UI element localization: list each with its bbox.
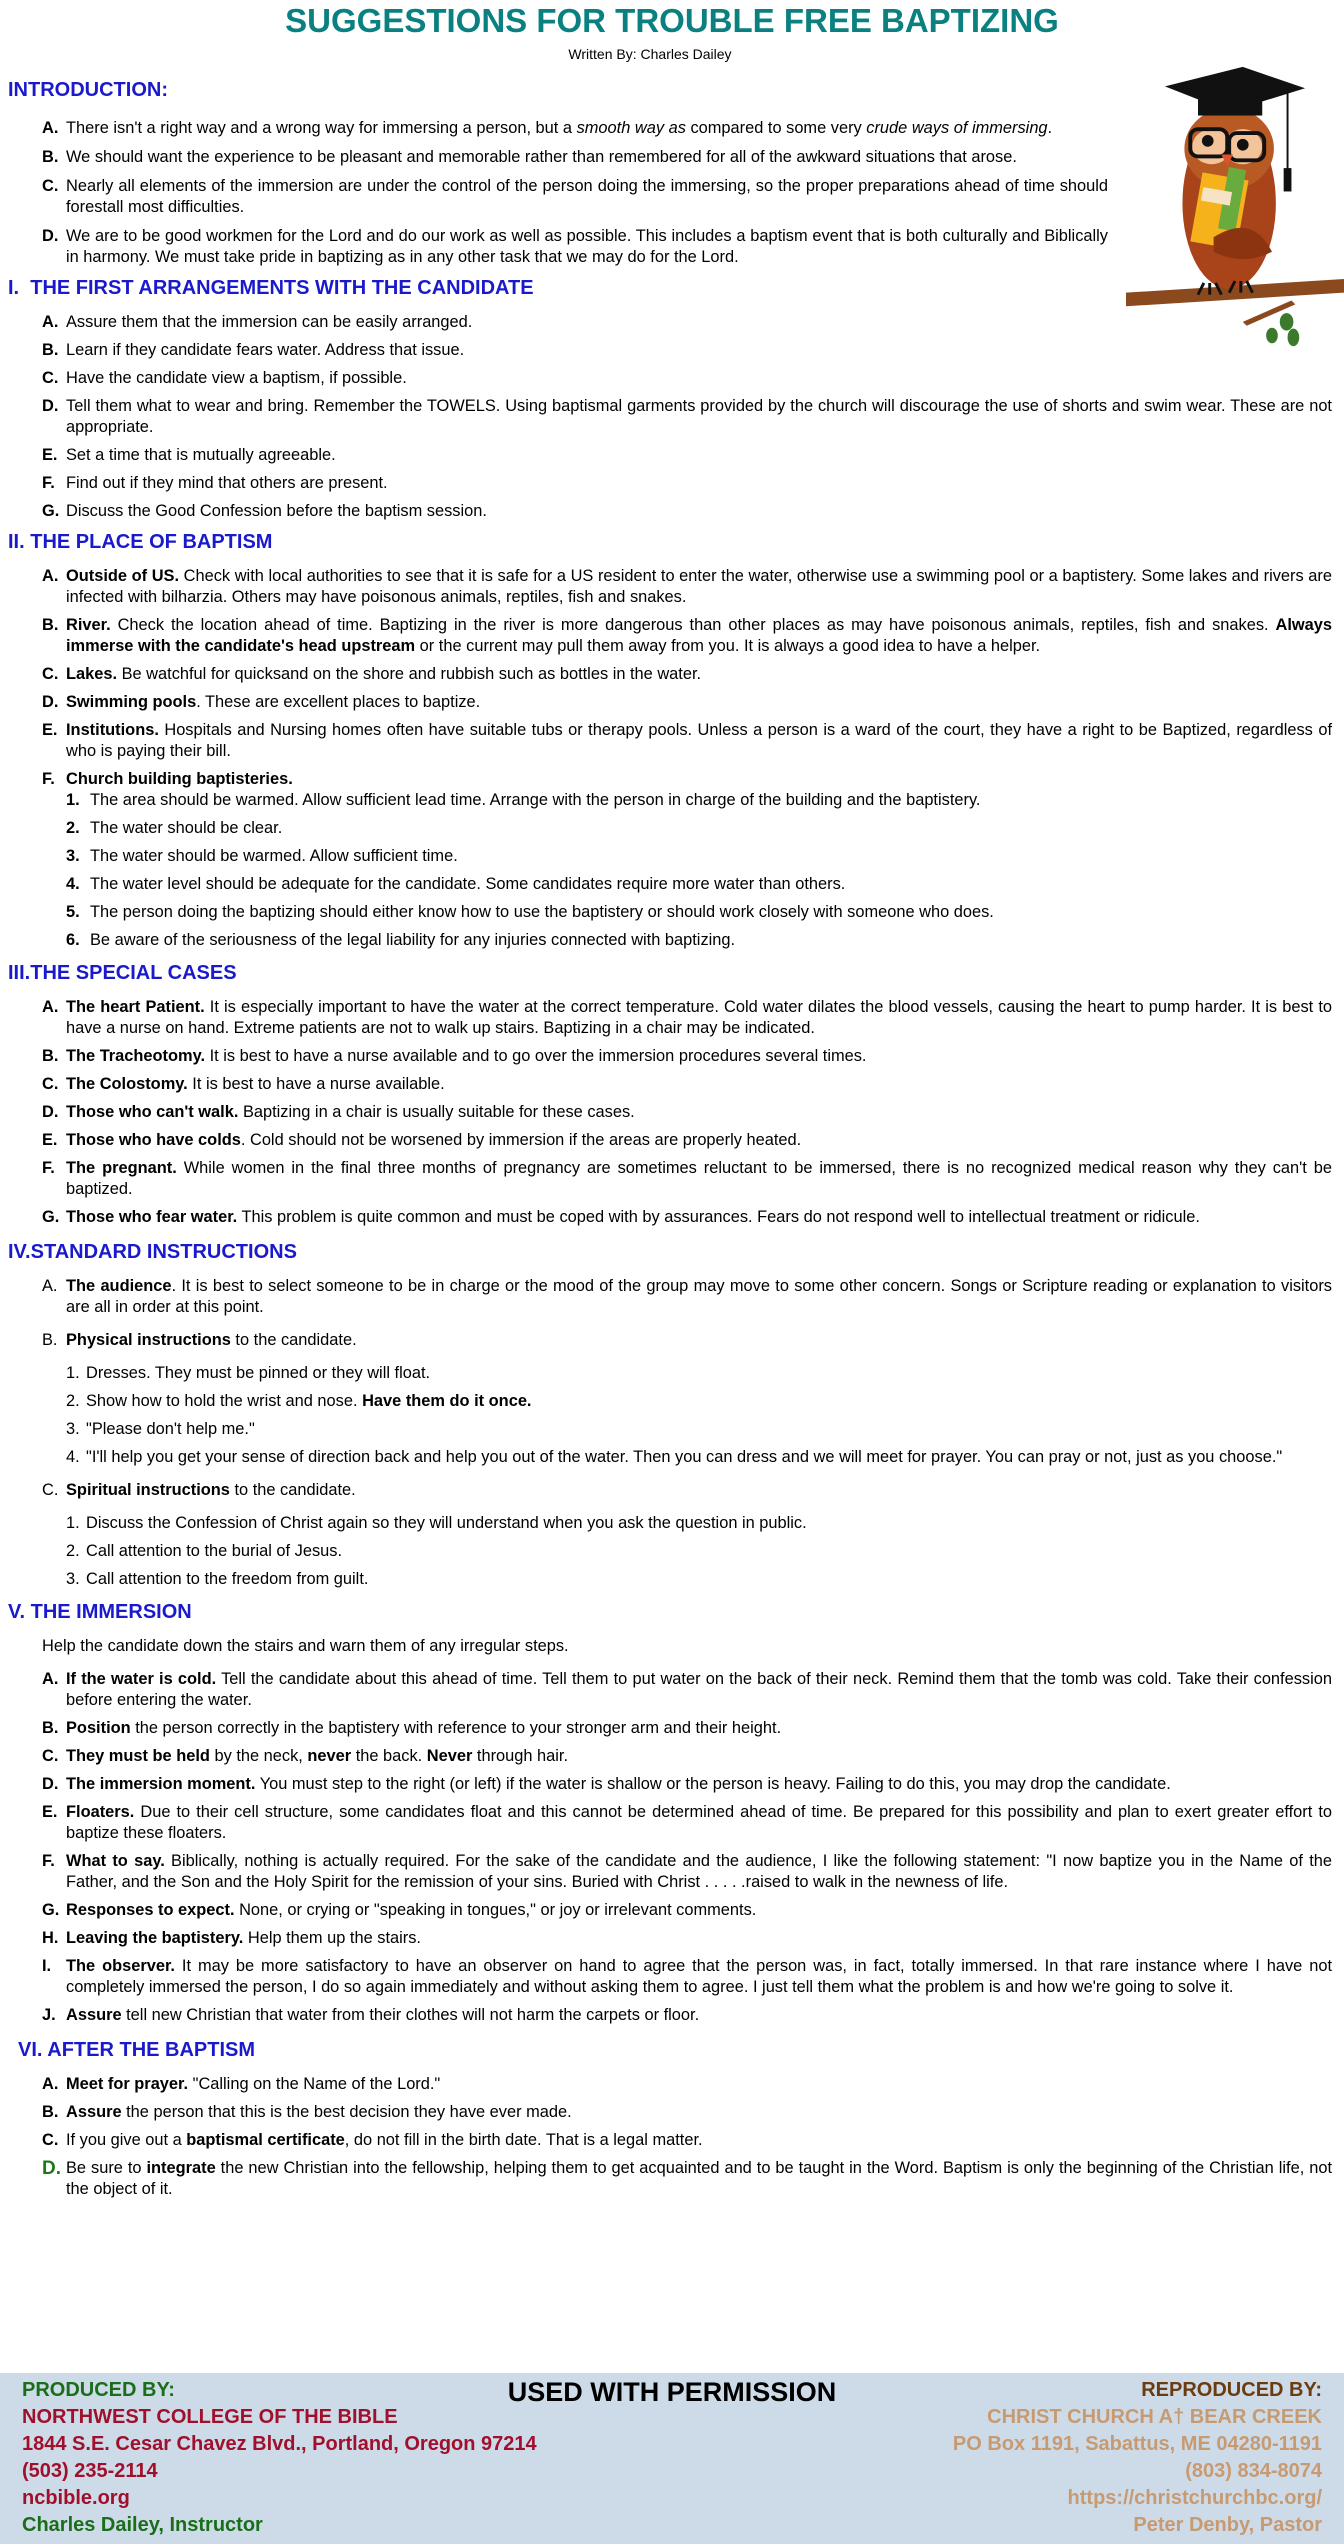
list-item xyxy=(42,176,1108,218)
item-text: Check the location ahead of time. Baptizing in the river is more dangerous than other places as may have poisonous animals, reptiles, fish and snakes. xyxy=(110,616,1276,634)
item-text: If you give out a xyxy=(66,2131,187,2149)
item-label: G. xyxy=(42,1208,60,1226)
item-text: The water should be clear. xyxy=(90,819,283,837)
item-text: The area should be warmed. Allow sufficient lead time. Arrange with the person in charge of the building and the baptistery. xyxy=(90,791,981,809)
list-item xyxy=(42,692,1332,713)
page-title: SUGGESTIONS FOR TROUBLE FREE BAPTIZING xyxy=(285,2,1059,39)
item-label: A. xyxy=(42,2075,59,2093)
item-emphasis: Always immerse with the candidate's head upstream xyxy=(66,616,1332,655)
item-text: tell new Christian that water from their clothes will not harm the carpets or floor. xyxy=(121,2006,700,2024)
item-term: Spiritual instructions xyxy=(66,1481,230,1499)
item-term: Responses to expect. xyxy=(66,1901,235,1919)
item-text: Dresses. They must be pinned or they will float. xyxy=(86,1364,431,1382)
section-3-heading: III.THE SPECIAL CASES xyxy=(8,962,237,984)
list-item xyxy=(42,1900,1332,1921)
item-text: There isn't a right way and a wrong way for immersing a person, but a xyxy=(66,119,577,137)
item-term: The Tracheotomy. xyxy=(66,1047,206,1065)
sub-item xyxy=(66,846,1332,867)
item-label: D. xyxy=(42,1775,59,1793)
item-label: E. xyxy=(42,446,58,464)
item-label: B. xyxy=(42,148,59,166)
item-label: 2. xyxy=(66,1392,80,1410)
item-label: G. xyxy=(42,1901,60,1919)
section-4-heading: IV.STANDARD INSTRUCTIONS xyxy=(8,1241,297,1263)
item-text: Discuss the Good Confession before the baptism session. xyxy=(66,502,487,520)
producer-phone: (503) 235-2114 xyxy=(22,2460,158,2482)
item-text: Set a time that is mutually agreeable. xyxy=(66,446,336,464)
item-label: I. xyxy=(42,1957,52,1975)
item-label: A. xyxy=(42,1277,58,1295)
item-text: Baptizing in a chair is usually suitable for these cases. xyxy=(238,1103,635,1121)
sub-item xyxy=(66,1391,1332,1412)
item-text: It is best to have a nurse available. xyxy=(187,1075,445,1093)
item-term: Swimming pools xyxy=(66,693,197,711)
item-text: It may be more satisfactory to have an observer on hand to agree that the person was, in fact, totally immersed. In that rare instance where I have not completely immersed the person, I do so again immediately and without asking them to agree. I just tell them what the problem is and how we're going to solve it. xyxy=(66,1957,1332,1996)
sub-item xyxy=(66,930,1332,951)
reproduced-by-label: REPRODUCED BY: xyxy=(1141,2379,1322,2401)
item-term: The audience xyxy=(66,1277,172,1295)
item-label: C. xyxy=(42,1075,59,1093)
list-item xyxy=(42,445,1332,466)
reproducer-block xyxy=(953,2377,1322,2539)
item-label: C. xyxy=(42,369,59,387)
list-item xyxy=(42,720,1332,762)
item-label: B. xyxy=(42,1331,58,1349)
item-label: F. xyxy=(42,474,55,492)
byline: Written By: Charles Dailey xyxy=(568,46,732,62)
item-text: Learn if they candidate fears water. Address that issue. xyxy=(66,341,465,359)
list-item xyxy=(42,615,1332,657)
item-text: Tell the candidate about this ahead of time. Tell them to put water on the back of their neck. Remind them that the tomb was cold. Take their confession before entering the water. xyxy=(66,1670,1332,1709)
list-item xyxy=(42,664,1332,685)
item-term: The pregnant. xyxy=(66,1159,177,1177)
item-label: D. xyxy=(42,1103,59,1121)
item-label: A. xyxy=(42,119,59,137)
instructor-name: Charles Dailey, Instructor xyxy=(22,2514,263,2536)
item-label: C. xyxy=(42,2131,59,2149)
list-item xyxy=(42,2158,1332,2200)
intro-heading: INTRODUCTION: xyxy=(8,79,168,101)
item-text: "Calling on the Name of the Lord." xyxy=(188,2075,441,2093)
list-item xyxy=(42,1276,1332,1318)
item-text: Find out if they mind that others are present. xyxy=(66,474,388,492)
item-text: Hospitals and Nursing homes often have suitable tubs or therapy pools. Unless a person is a ward of the court, they have a right to be Baptized, regardless of who is paying their bill. xyxy=(66,721,1332,760)
item-text: Nearly all elements of the immersion are under the control of the person doing the immersing, so the proper preparations ahead of time should forestall most difficulties. xyxy=(66,177,1108,216)
item-label: D. xyxy=(42,693,59,711)
item-label: E. xyxy=(42,1131,58,1149)
list-item xyxy=(42,2074,1332,2095)
permission-note: USED WITH PERMISSION xyxy=(507,2377,837,2407)
item-text: We should want the experience to be pleasant and memorable rather than remembered for all of the awkward situations that arose. xyxy=(66,148,1017,166)
item-label: D. xyxy=(42,227,59,245)
item-label: B. xyxy=(42,341,59,359)
item-label: C. xyxy=(42,1747,59,1765)
item-text: Check with local authorities to see that it is safe for a US resident to enter the water, otherwise use a swimming pool or a baptistery. Some lakes and rivers are infected with bilharzia. Others may have poisonous animals, reptiles, fish and snakes. xyxy=(66,567,1332,606)
item-label: F. xyxy=(42,770,55,788)
item-text: compared to some very xyxy=(685,119,867,137)
item-emphasis: never xyxy=(307,1747,352,1765)
item-text: We are to be good workmen for the Lord and do our work as well as possible. This includes a baptism event that is both culturally and Biblically in harmony. We must take pride in baptizing as in any other task that we may do for the Lord. xyxy=(66,227,1108,266)
item-text: to the candidate. xyxy=(230,1331,357,1349)
item-term: River. xyxy=(66,616,111,634)
list-item xyxy=(42,2130,1332,2151)
item-label: H. xyxy=(42,1929,59,1947)
item-term: Outside of US. xyxy=(66,567,180,585)
item-text: the person that this is the best decision they have ever made. xyxy=(121,2103,572,2121)
sub-item xyxy=(66,902,1332,923)
list-item xyxy=(42,118,1108,139)
church-address: PO Box 1191, Sabattus, ME 04280-1191 xyxy=(952,2433,1322,2455)
item-label: C. xyxy=(42,177,59,195)
item-label: E. xyxy=(42,1803,58,1821)
list-item xyxy=(42,1746,1332,1767)
item-label: C. xyxy=(42,665,59,683)
church-website-link[interactable]: https://christchurchbc.org/ xyxy=(1067,2487,1322,2509)
item-label: F. xyxy=(42,1159,55,1177)
item-text: Call attention to the freedom from guilt. xyxy=(86,1570,369,1588)
baptistery-sublist xyxy=(42,790,1332,951)
list-item xyxy=(42,566,1332,608)
item-term: Assure xyxy=(66,2103,122,2121)
list-item xyxy=(42,1074,1332,1095)
item-text: Be sure to xyxy=(66,2159,147,2177)
item-label: 1. xyxy=(66,1514,80,1532)
item-term: Those who have colds xyxy=(66,1131,241,1149)
list-item xyxy=(42,1480,1332,1501)
list-item xyxy=(42,501,1332,522)
item-text: It is especially important to have the water at the correct temperature. Cold water dilates the blood vessels, causing the heart to pump harder. It is best to have a nurse on hand. Extreme patients are not to walk up stairs. Baptizing in a chair may be indicated. xyxy=(66,998,1333,1037)
intro-list xyxy=(0,118,1108,268)
list-item xyxy=(42,1102,1332,1123)
item-text: . xyxy=(1047,119,1053,137)
item-label: 6. xyxy=(66,931,80,949)
item-label: C. xyxy=(42,1481,59,1499)
section-1-heading: I. THE FIRST ARRANGEMENTS WITH THE CANDIDATE xyxy=(8,277,534,299)
item-term: Church building baptisteries. xyxy=(66,770,293,788)
list-item xyxy=(42,1718,1332,1739)
item-label: B. xyxy=(42,2103,59,2121)
footer xyxy=(0,2373,1344,2544)
item-text: . It is best to select someone to be in charge or the mood of the group may move to some other concern. Songs or Scripture reading or explanation to visitors are all in order at this point. xyxy=(66,1277,1332,1316)
item-label: B. xyxy=(42,1719,59,1737)
item-term: integrate xyxy=(146,2159,216,2177)
item-label: 2. xyxy=(66,1542,80,1560)
sub-item xyxy=(66,1419,1332,1440)
list-item xyxy=(42,2005,1332,2026)
item-term: Leaving the baptistery. xyxy=(66,1929,244,1947)
item-emphasis: smooth way as xyxy=(576,119,686,137)
list-item xyxy=(42,1158,1332,1200)
spiritual-sublist xyxy=(42,1513,1332,1590)
list-item xyxy=(42,368,1332,389)
section-5-heading: V. THE IMMERSION xyxy=(8,1601,192,1623)
item-text: the new Christian into the fellowship, helping them to get acquainted and to be taught in the Word. Baptism is only the beginning of the Christian life, not the object of it. xyxy=(66,2159,1332,2198)
item-text: to the candidate. xyxy=(229,1481,356,1499)
item-label: 3. xyxy=(66,847,80,865)
item-term: The Colostomy. xyxy=(66,1075,188,1093)
item-label: A. xyxy=(42,1670,59,1688)
producer-website-link[interactable]: ncbible.org xyxy=(22,2487,130,2509)
item-label: A. xyxy=(42,313,59,331)
item-text: You must step to the right (or left) if the water is shallow or the person is heavy. Failing to do this, you may drop the candidate. xyxy=(255,1775,1171,1793)
list-item xyxy=(42,1802,1332,1844)
section-2-list xyxy=(0,566,1332,951)
item-term: The immersion moment. xyxy=(66,1775,256,1793)
list-item xyxy=(42,312,1332,333)
item-emphasis: Have them do it once. xyxy=(362,1392,532,1410)
sub-item xyxy=(66,1363,1332,1384)
item-term: baptismal certificate xyxy=(186,2131,345,2149)
list-item xyxy=(42,1928,1332,1949)
list-item xyxy=(42,997,1332,1039)
item-text: The water level should be adequate for the candidate. Some candidates require more water than others. xyxy=(90,875,846,893)
list-item xyxy=(42,473,1332,494)
producer-name: NORTHWEST COLLEGE OF THE BIBLE xyxy=(22,2406,398,2428)
item-text: Call attention to the burial of Jesus. xyxy=(86,1542,343,1560)
item-term: Floaters. xyxy=(66,1803,135,1821)
item-term: The observer. xyxy=(66,1957,175,1975)
item-text: The water should be warmed. Allow sufficient time. xyxy=(90,847,458,865)
item-label: J. xyxy=(42,2006,56,2024)
item-label: 3. xyxy=(66,1570,80,1588)
item-label: E. xyxy=(42,721,58,739)
list-item xyxy=(42,396,1332,438)
list-item xyxy=(42,1851,1332,1893)
list-item xyxy=(42,1956,1332,1998)
item-text: It is best to have a nurse available and to go over the immersion procedures several times. xyxy=(205,1047,867,1065)
church-phone: (803) 834-8074 xyxy=(1185,2460,1322,2482)
item-term: They must be held xyxy=(66,1747,210,1765)
item-term: Meet for prayer. xyxy=(66,2075,189,2093)
sub-item xyxy=(66,1447,1332,1468)
sub-item xyxy=(66,874,1332,895)
item-term: Position xyxy=(66,1719,131,1737)
section-3-list xyxy=(0,997,1332,1228)
item-text: This problem is quite common and must be coped with by assurances. Fears do not respond well to intellectual treatment or ridicule. xyxy=(237,1208,1200,1226)
item-text: Help them up the stairs. xyxy=(243,1929,421,1947)
item-term: Those who fear water. xyxy=(66,1208,238,1226)
list-item xyxy=(42,340,1332,361)
item-term: Lakes. xyxy=(66,665,118,683)
sub-item xyxy=(66,1513,1332,1534)
section-2-heading: II. THE PLACE OF BAPTISM xyxy=(8,531,273,553)
sub-item xyxy=(66,818,1332,839)
section-1-list xyxy=(0,312,1332,522)
item-term: The heart Patient. xyxy=(66,998,205,1016)
item-text: by the neck, xyxy=(209,1747,308,1765)
item-emphasis: crude ways of immersing xyxy=(866,119,1048,137)
item-term: Physical instructions xyxy=(66,1331,231,1349)
producer-block xyxy=(22,2377,537,2539)
item-text: Be watchful for quicksand on the shore and rubbish such as bottles in the water. xyxy=(117,665,702,683)
item-term: Institutions. xyxy=(66,721,159,739)
item-text: . Cold should not be worsened by immersion if the areas are properly heated. xyxy=(240,1131,802,1149)
item-label: A. xyxy=(42,567,59,585)
list-item xyxy=(42,2102,1332,2123)
item-term: What to say. xyxy=(66,1852,165,1870)
item-label: D. xyxy=(42,397,59,415)
item-text: Due to their cell structure, some candidates float and this cannot be determined ahead of time. Be prepared for this possibility and plan to exert greater effort to baptize these floaters. xyxy=(66,1803,1332,1842)
item-term: Assure xyxy=(66,2006,122,2024)
item-label: 5. xyxy=(66,903,80,921)
church-name: CHRIST CHURCH A† BEAR CREEK xyxy=(987,2406,1322,2428)
list-item xyxy=(42,147,1108,168)
list-item xyxy=(42,226,1108,268)
item-text: Discuss the Confession of Christ again so they will understand when you ask the question in public. xyxy=(86,1514,807,1532)
list-item xyxy=(42,1669,1332,1711)
list-item xyxy=(42,1330,1332,1351)
item-text: , do not fill in the birth date. That is a legal matter. xyxy=(344,2131,703,2149)
sub-item xyxy=(66,1541,1332,1562)
item-text: "Please don't help me." xyxy=(86,1420,255,1438)
item-emphasis: Never xyxy=(426,1747,473,1765)
item-label: 3. xyxy=(66,1420,80,1438)
document-body xyxy=(0,72,1344,2200)
item-text: . These are excellent places to baptize. xyxy=(196,693,481,711)
item-text: Tell them what to wear and bring. Remember the TOWELS. Using baptismal garments provided by the church will discourage the use of shorts and swim wear. These are not appropriate. xyxy=(66,397,1332,436)
pastor-name: Peter Denby, Pastor xyxy=(1133,2514,1322,2536)
item-text: Have the candidate view a baptism, if possible. xyxy=(66,369,407,387)
section-6-list xyxy=(0,2074,1332,2200)
item-term: If the water is cold. xyxy=(66,1670,217,1688)
physical-sublist xyxy=(42,1363,1332,1468)
item-label: D. xyxy=(42,2158,61,2179)
item-term: Those who can't walk. xyxy=(66,1103,239,1121)
item-text: the person correctly in the baptistery with reference to your stronger arm and their height. xyxy=(130,1719,782,1737)
item-label: 1. xyxy=(66,1364,80,1382)
item-text: the back. xyxy=(351,1747,427,1765)
list-item xyxy=(42,1130,1332,1151)
item-label: 2. xyxy=(66,819,80,837)
sub-item xyxy=(66,790,1332,811)
item-label: G. xyxy=(42,502,60,520)
item-text: Show how to hold the wrist and nose. xyxy=(86,1392,363,1410)
section-5-list xyxy=(0,1669,1332,2026)
item-text: "I'll help you get your sense of direction back and help you out of the water. Then you can dress and we will meet for prayer. You can pray or not, just as you choose." xyxy=(86,1448,1283,1466)
section-5-intro: Help the candidate down the stairs and warn them of any irregular steps. xyxy=(42,1637,569,1655)
section-4-list xyxy=(0,1276,1332,1590)
item-label: B. xyxy=(42,1047,59,1065)
item-label: F. xyxy=(42,1852,55,1870)
list-item xyxy=(42,1774,1332,1795)
item-text: None, or crying or "speaking in tongues," or joy or irrelevant comments. xyxy=(234,1901,757,1919)
list-item xyxy=(42,1207,1332,1228)
item-label: A. xyxy=(42,998,59,1016)
item-label: 4. xyxy=(66,1448,80,1466)
item-text: Be aware of the seriousness of the legal liability for any injuries connected with baptizing. xyxy=(90,931,736,949)
list-item xyxy=(42,1046,1332,1067)
produced-by-label: PRODUCED BY: xyxy=(22,2379,175,2401)
sub-item xyxy=(66,1569,1332,1590)
item-label: 4. xyxy=(66,875,80,893)
producer-address: 1844 S.E. Cesar Chavez Blvd., Portland, Oregon 97214 xyxy=(22,2433,537,2455)
item-label: 1. xyxy=(66,791,80,809)
item-text: Assure them that the immersion can be easily arranged. xyxy=(66,313,473,331)
list-item xyxy=(42,769,1332,790)
item-text: The person doing the baptizing should either know how to use the baptistery or should work closely with someone who does. xyxy=(90,903,994,921)
item-text: While women in the final three months of pregnancy are sometimes reluctant to be immersed, there is no recognized medical reason why they can't be baptized. xyxy=(66,1159,1332,1198)
item-text: through hair. xyxy=(472,1747,569,1765)
item-text: Biblically, nothing is actually required. For the sake of the candidate and the audience, I like the following statement: "I now baptize you in the Name of the Father, and the Son and the Holy Spirit for the remission of your sins. Buried with Christ . . . . .raised to walk in the newness of life. xyxy=(66,1852,1332,1891)
item-label: B. xyxy=(42,616,59,634)
section-6-heading: VI. AFTER THE BAPTISM xyxy=(18,2039,256,2061)
item-text: or the current may pull them away from you. It is always a good idea to have a helper. xyxy=(415,637,1041,655)
